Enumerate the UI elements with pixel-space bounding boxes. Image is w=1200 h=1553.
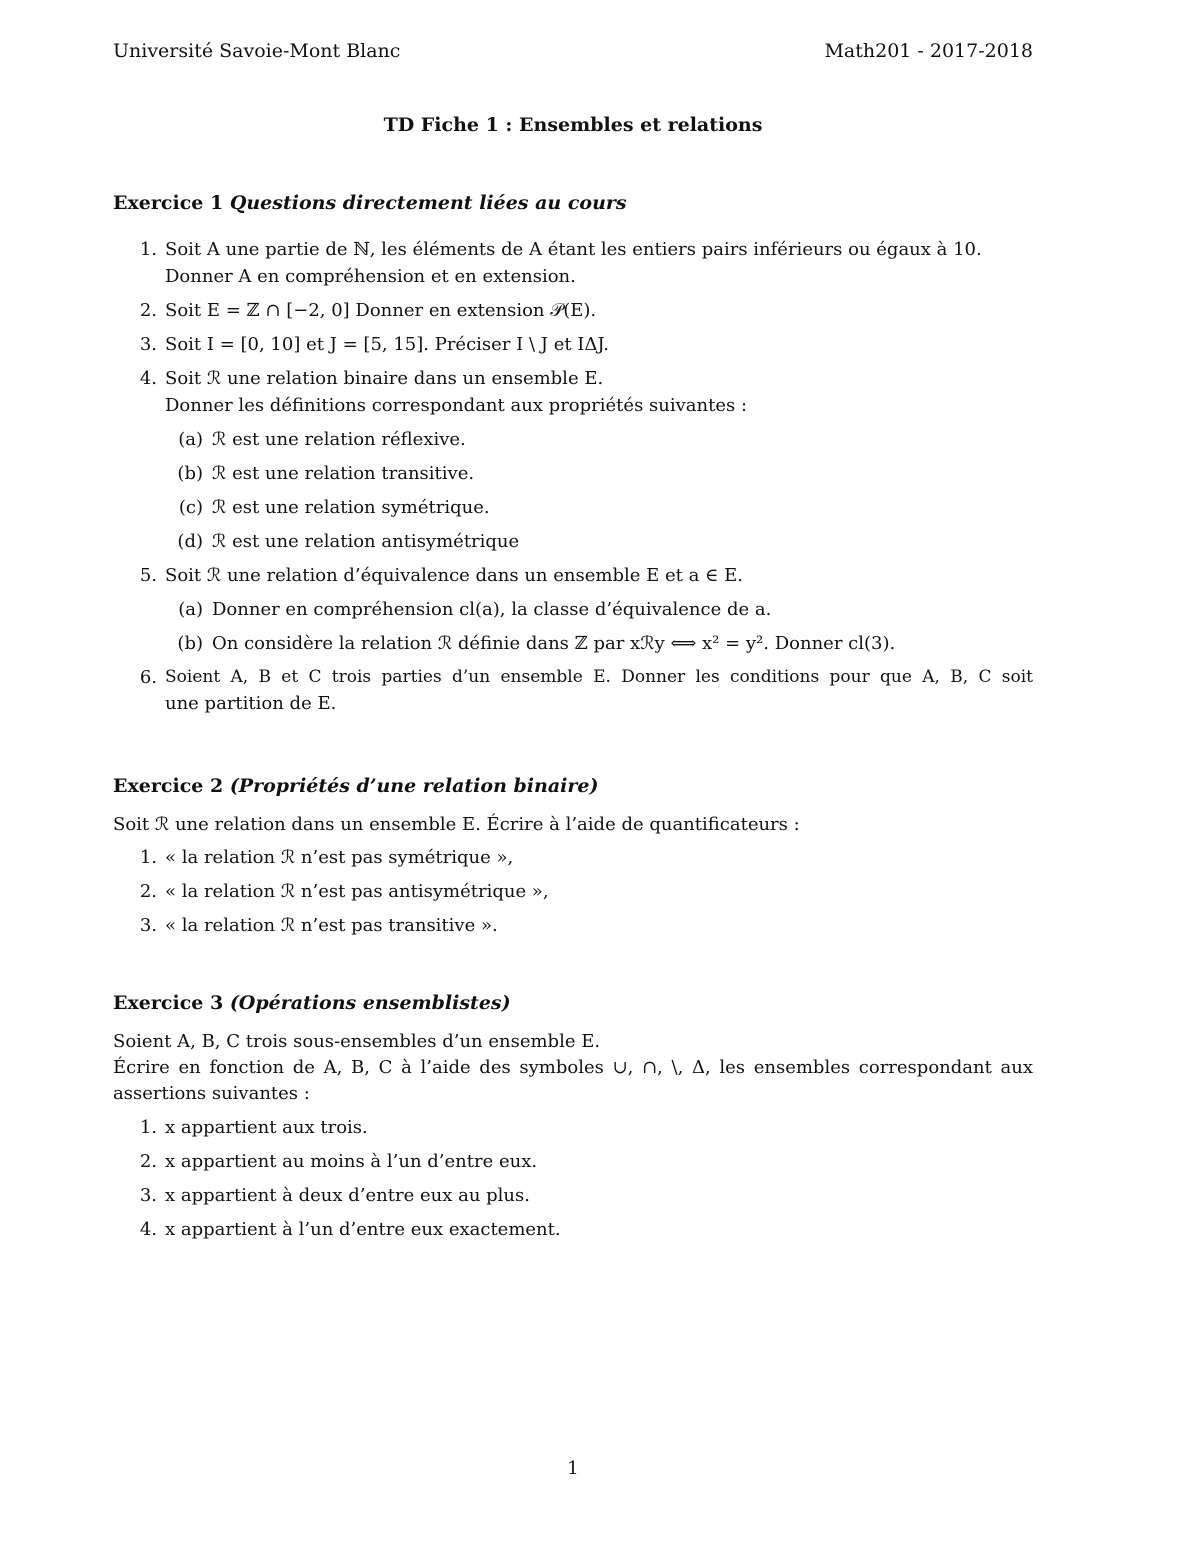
document-page	[113, 0, 1033, 1553]
ex1-item-2-number: 2.	[139, 300, 157, 321]
exercise-1-subtitle: Questions directement liées au cours	[229, 192, 627, 214]
exercise-3-intro-3: assertions suivantes :	[113, 1083, 310, 1104]
ex1-item-1-number: 1.	[139, 239, 157, 260]
exercise-3-label: Exercice 3	[113, 992, 224, 1014]
ex3-item-3-number: 3.	[139, 1185, 157, 1206]
ex1-item-4b-number: (b)	[177, 463, 203, 484]
ex1-item-5a-number: (a)	[178, 599, 203, 620]
ex1-item-5-line-1: Soit ℛ une relation d’équivalence dans un ensemble E et a ∈ E.	[165, 565, 743, 586]
ex2-item-1-text: « la relation ℛ n’est pas symétrique »,	[165, 847, 514, 868]
ex2-item-3-text: « la relation ℛ n’est pas transitive ».	[165, 915, 498, 936]
ex1-item-6-number: 6.	[139, 667, 157, 688]
ex2-item-3-number: 3.	[139, 915, 157, 936]
ex1-item-2-line-1: Soit E = ℤ ∩ [−2, 0] Donner en extension 𝒫(E).	[165, 300, 597, 321]
ex3-item-1-text: x appartient aux trois.	[165, 1117, 368, 1138]
ex1-item-5b-text: On considère la relation ℛ définie dans ℤ par xℛy ⟺ x² = y². Donner cl(3).	[212, 633, 896, 654]
exercise-2-label: Exercice 2	[113, 775, 224, 797]
ex1-item-6-line-1: Soient A, B et C trois parties d’un ensemble E. Donner les conditions pour que A, B, C soit	[165, 667, 1033, 687]
header-course: Math201 - 2017-2018	[824, 40, 1033, 62]
exercise-3-intro-1: Soient A, B, C trois sous-ensembles d’un ensemble E.	[113, 1031, 601, 1052]
ex1-item-4a-number: (a)	[178, 429, 203, 450]
ex1-item-4-line-2: Donner les définitions correspondant aux propriétés suivantes :	[165, 395, 748, 416]
ex1-item-4b-text: ℛ est une relation transitive.	[212, 463, 475, 484]
ex1-item-4c-text: ℛ est une relation symétrique.	[212, 497, 490, 518]
ex3-item-2-text: x appartient au moins à l’un d’entre eux.	[165, 1151, 538, 1172]
ex1-item-5b-number: (b)	[177, 633, 203, 654]
page-header	[113, 40, 1033, 62]
document-title: TD Fiche 1 : Ensembles et relations	[383, 114, 763, 136]
exercise-3-subtitle: (Opérations ensemblistes)	[229, 992, 511, 1014]
ex2-item-2-number: 2.	[139, 881, 157, 902]
ex1-item-1-line-2: Donner A en compréhension et en extension.	[165, 266, 576, 287]
ex1-item-6-line-2: une partition de E.	[165, 693, 337, 714]
ex1-item-4-number: 4.	[139, 368, 157, 389]
exercise-2-intro: Soit ℛ une relation dans un ensemble E. Écrire à l’aide de quantificateurs :	[113, 814, 800, 835]
exercise-1-label: Exercice 1	[113, 192, 224, 214]
ex3-item-2-number: 2.	[139, 1151, 157, 1172]
ex3-item-1-number: 1.	[139, 1117, 157, 1138]
ex1-item-3-line-1: Soit I = [0, 10] et J = [5, 15]. Préciser I \ J et IΔJ.	[165, 334, 609, 355]
exercise-2-subtitle: (Propriétés d’une relation binaire)	[229, 775, 599, 797]
ex1-item-1-line-1: Soit A une partie de ℕ, les éléments de A étant les entiers pairs inférieurs ou égaux à 10.	[165, 239, 982, 260]
ex1-item-5a-text: Donner en compréhension cl(a), la classe d’équivalence de a.	[212, 599, 772, 620]
ex3-item-4-text: x appartient à l’un d’entre eux exactement.	[165, 1219, 561, 1240]
ex3-item-3-text: x appartient à deux d’entre eux au plus.	[165, 1185, 530, 1206]
ex1-item-4a-text: ℛ est une relation réflexive.	[212, 429, 466, 450]
exercise-2-heading	[113, 775, 598, 797]
ex2-item-2-text: « la relation ℛ n’est pas antisymétrique »,	[165, 881, 549, 902]
ex3-item-4-number: 4.	[139, 1219, 157, 1240]
ex1-item-4-line-1: Soit ℛ une relation binaire dans un ensemble E.	[165, 368, 604, 389]
page-number: 1	[567, 1458, 579, 1479]
exercise-3-heading	[113, 992, 511, 1014]
ex2-item-1-number: 1.	[139, 847, 157, 868]
ex1-item-5-number: 5.	[139, 565, 157, 586]
ex1-item-3-number: 3.	[139, 334, 157, 355]
exercise-1-heading	[113, 192, 627, 214]
exercise-3-intro-2: Écrire en fonction de A, B, C à l’aide des symboles ∪, ∩, \, Δ, les ensembles correspondant aux	[113, 1057, 1033, 1078]
ex1-item-4c-number: (c)	[178, 497, 203, 518]
ex1-item-4d-text: ℛ est une relation antisymétrique	[212, 531, 520, 552]
header-university: Université Savoie-Mont Blanc	[113, 40, 401, 62]
ex1-item-4d-number: (d)	[177, 531, 203, 552]
